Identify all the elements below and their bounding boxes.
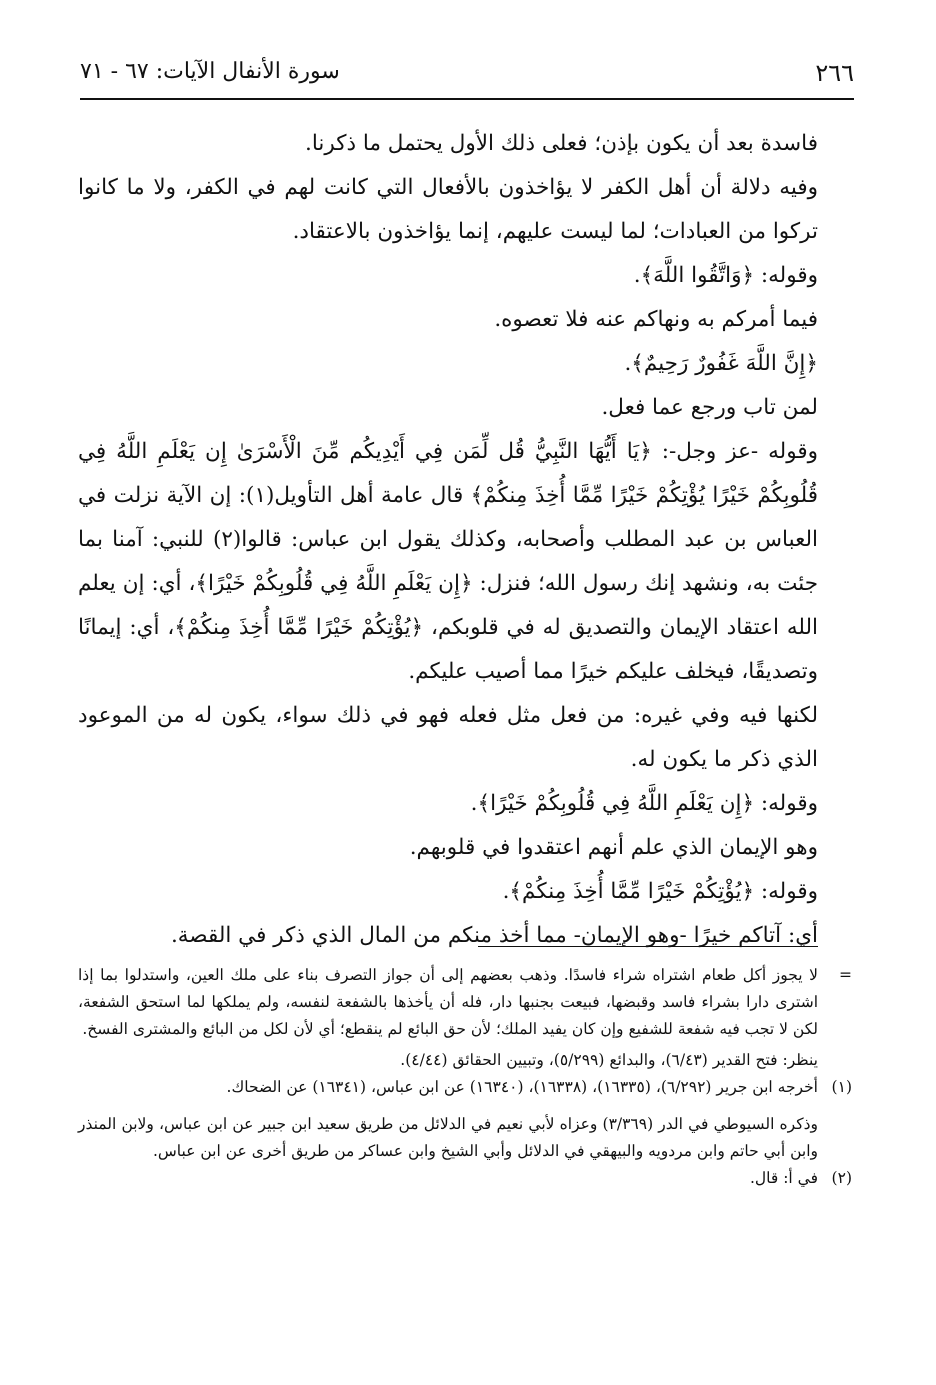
paragraph: أي: آتاكم خيرًا -وهو الإيمان- مما أخذ منكم من المال الذي ذكر في القصة. — [170, 923, 818, 948]
footnote-marker: = — [839, 966, 852, 984]
paragraph: ﴿إِنَّ اللَّهَ غَفُورٌ رَحِيمٌ﴾. — [624, 351, 818, 376]
running-title: سورة الأنفال الآيات: ٦٧ - ٧١ — [80, 59, 340, 84]
footnote-marker: (١) — [831, 1078, 852, 1096]
main-text — [78, 122, 818, 958]
paragraph: وفيه دلالة أن أهل الكفر لا يؤاخذون بالأفعال التي كانت لهم في الكفر، ولا ما كانوا تركوا من العبادات؛ لما ليست عليهم، إنما يؤاخذون بالاعتقاد. — [78, 175, 818, 244]
footnote-2 — [78, 1165, 852, 1192]
footnote-marker: (٢) — [831, 1169, 852, 1187]
footnote-1 — [78, 1074, 852, 1101]
paragraph: وقوله: ﴿يُؤْتِكُمْ خَيْرًا مِّمَّا أُخِذَ مِنكُمْ﴾. — [502, 879, 818, 904]
footnote-reference: وذكره السيوطي في الدر (٣/٣٦٩) وعزاه لأبي نعيم في الدلائل من طريق سعيد ابن جبير عن ابن عباس، ولابن المنذر وابن أبي حاتم وابن مردويه والبيهقي في الدلائل وأبي الشيخ وابن عساكر من طريق أخرى عن ابن عباس. — [78, 1115, 818, 1160]
paragraph: وهو الإيمان الذي علم أنهم اعتقدوا في قلوبهم. — [409, 835, 818, 860]
footnotes — [78, 962, 852, 1192]
paragraph: وقوله: ﴿إِن يَعْلَمِ اللَّهُ فِي قُلُوبِكُمْ خَيْرًا﴾. — [470, 791, 818, 816]
paragraph: فيما أمركم به ونهاكم عنه فلا تعصوه. — [494, 307, 818, 332]
footnote-text: لا يجوز أكل طعام اشتراه شراء فاسدًا. وذهب بعضهم إلى أن جواز التصرف بناء على ملك العين، واستدلوا بما إذا اشترى دارا بشراء فاسد وقبضها، فبيعت بجنبها دار، فله أن يأخذها بالشفعة لنفسه، ولم يملكها لما استحق الشفعة، لكن لا تجب فيه شفعة للشفيع وإن كان يفيد الملك؛ لأن حق البائع لم ينقطع؛ أي لأن لكل من البائع والمشترى الفسخ. — [78, 966, 818, 1038]
page-header — [80, 55, 854, 97]
footnote-rule — [478, 946, 818, 947]
paragraph: لكنها فيه وفي غيره: من فعل مثل فعله فهو في ذلك سواء، يكون له من الموعود الذي ذكر ما يكون له. — [78, 703, 818, 772]
footnote-gap — [78, 1101, 852, 1107]
header-rule — [80, 98, 854, 100]
footnote-text: أخرجه ابن جرير (٦/٢٩٢)، (١٦٣٣٥)، (١٦٣٣٨)، (١٦٣٤٠) عن ابن عباس، (١٦٣٤١) عن الضحاك. — [226, 1078, 818, 1096]
paragraph: فاسدة بعد أن يكون بإذن؛ فعلى ذلك الأول يحتمل ما ذكرنا. — [305, 131, 818, 156]
footnote-reference: ينظر: فتح القدير (٦/٤٣)، والبدائع (٥/٢٩٩)، وتبيين الحقائق (٤/٤٤). — [400, 1051, 818, 1069]
footnote-text: في أ: قال. — [749, 1169, 818, 1187]
paragraph: لمن تاب ورجع عما فعل. — [601, 395, 818, 420]
page-number: ٢٦٦ — [815, 59, 854, 87]
footnote-continuation — [78, 962, 852, 1043]
paragraph: وقوله -عز وجل-: ﴿يَا أَيُّهَا النَّبِيُّ قُل لِّمَن فِي أَيْدِيكُم مِّنَ الْأَسْرَىٰ إِن يَعْلَمِ اللَّهُ فِي قُلُوبِكُمْ خَيْرًا يُؤْتِكُمْ خَيْرًا مِّمَّا أُخِذَ مِنكُمْ﴾ قال عامة أهل التأويل(١): إن الآية نزلت في العباس بن عبد المطلب وأصحابه، وكذلك يقول ابن عباس: قالوا(٢) للنبي: آمنا بما جئت به، ونشهد إنك رسول الله؛ فنزل: ﴿إِن يَعْلَمِ اللَّهُ فِي قُلُوبِكُمْ خَيْرًا﴾، أي: إن يعلم الله اعتقاد الإيمان والتصديق له في قلوبكم، ﴿يُؤْتِكُمْ خَيْرًا مِّمَّا أُخِذَ مِنكُمْ﴾، أي: إيمانًا وتصديقًا، فيخلف عليكم خيرًا مما أصيب عليكم. — [78, 439, 818, 684]
paragraph: وقوله: ﴿وَاتَّقُوا اللَّهَ﴾. — [633, 263, 818, 288]
